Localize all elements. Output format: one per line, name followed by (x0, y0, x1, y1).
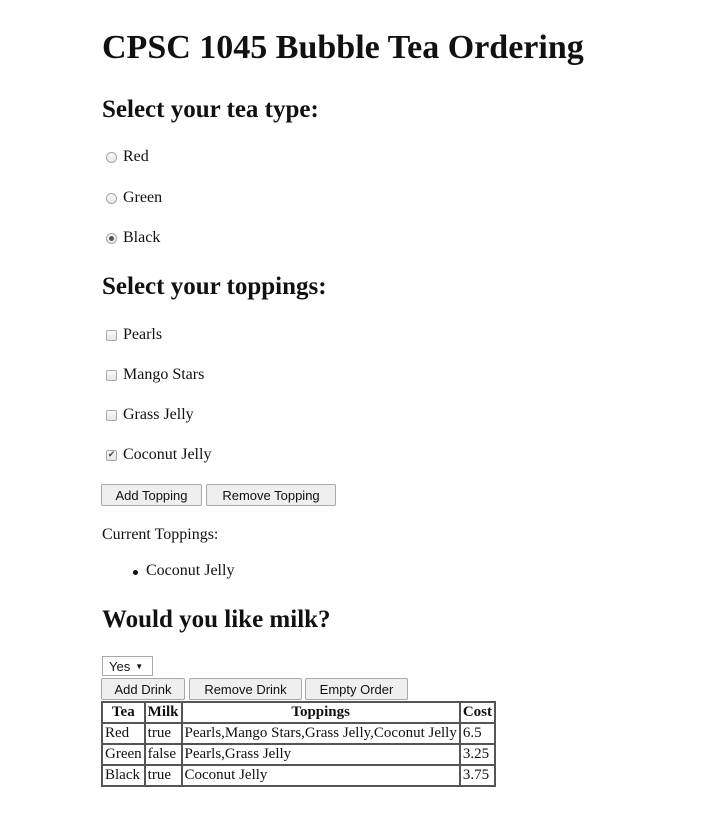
tea-option-label: Black (123, 229, 161, 246)
table-row (102, 744, 495, 765)
topping-option-coconut-jelly[interactable] (106, 445, 211, 465)
cell-milk: true (145, 723, 182, 744)
cell-toppings: Coconut Jelly (182, 765, 460, 786)
list-item: Coconut Jelly (146, 562, 235, 579)
tea-option-green[interactable] (106, 188, 162, 208)
cell-toppings: Pearls,Mango Stars,Grass Jelly,Coconut Jelly (182, 723, 460, 744)
header-milk: Milk (145, 702, 182, 723)
current-toppings-label: Current Toppings: (102, 526, 219, 543)
remove-topping-button[interactable]: Remove Topping (206, 484, 336, 506)
milk-select-value: Yes (109, 658, 131, 674)
tea-option-black[interactable] (106, 228, 160, 248)
cell-milk: true (145, 765, 182, 786)
tea-radio-green[interactable] (106, 193, 117, 204)
order-table (101, 701, 496, 787)
cell-toppings: Pearls,Grass Jelly (182, 744, 460, 765)
tea-radio-red[interactable] (106, 152, 117, 163)
topping-option-label: Pearls (123, 326, 163, 343)
topping-option-mango-stars[interactable] (106, 365, 204, 385)
tea-type-heading: Select your tea type: (102, 96, 319, 123)
topping-checkbox-mango-stars[interactable] (106, 370, 117, 381)
cell-tea: Green (102, 744, 145, 765)
cell-tea: Black (102, 765, 145, 786)
table-header-row (102, 702, 495, 723)
current-toppings-list (102, 562, 234, 580)
topping-option-grass-jelly[interactable] (106, 405, 194, 425)
topping-checkbox-pearls[interactable] (106, 330, 117, 341)
tea-option-label: Red (123, 148, 149, 165)
topping-checkbox-coconut-jelly[interactable]: ✔ (107, 449, 116, 460)
topping-option-label: Grass Jelly (123, 406, 194, 423)
cell-cost: 3.75 (460, 765, 495, 786)
toppings-heading: Select your toppings: (102, 273, 327, 300)
table-row (102, 723, 495, 744)
cell-milk: false (145, 744, 182, 765)
cell-cost: 3.25 (460, 744, 495, 765)
dropdown-arrow-icon: ▼ (135, 661, 144, 671)
header-cost: Cost (460, 702, 495, 723)
cell-tea: Red (102, 723, 145, 744)
add-topping-button[interactable]: Add Topping (101, 484, 202, 506)
cell-cost: 6.5 (460, 723, 495, 744)
milk-select[interactable] (102, 656, 153, 676)
table-row (102, 765, 495, 786)
topping-checkbox-grass-jelly[interactable] (106, 410, 117, 421)
tea-option-red[interactable] (106, 147, 149, 167)
empty-order-button[interactable]: Empty Order (305, 678, 408, 700)
remove-drink-button[interactable]: Remove Drink (189, 678, 302, 700)
milk-heading: Would you like milk? (102, 606, 331, 633)
topping-option-label: Coconut Jelly (123, 446, 212, 463)
header-tea: Tea (102, 702, 145, 723)
topping-option-pearls[interactable] (106, 325, 162, 345)
topping-option-label: Mango Stars (123, 366, 205, 383)
page-title: CPSC 1045 Bubble Tea Ordering (102, 29, 584, 66)
header-toppings: Toppings (182, 702, 460, 723)
tea-radio-black[interactable] (106, 233, 117, 244)
add-drink-button[interactable]: Add Drink (101, 678, 185, 700)
tea-option-label: Green (123, 189, 163, 206)
